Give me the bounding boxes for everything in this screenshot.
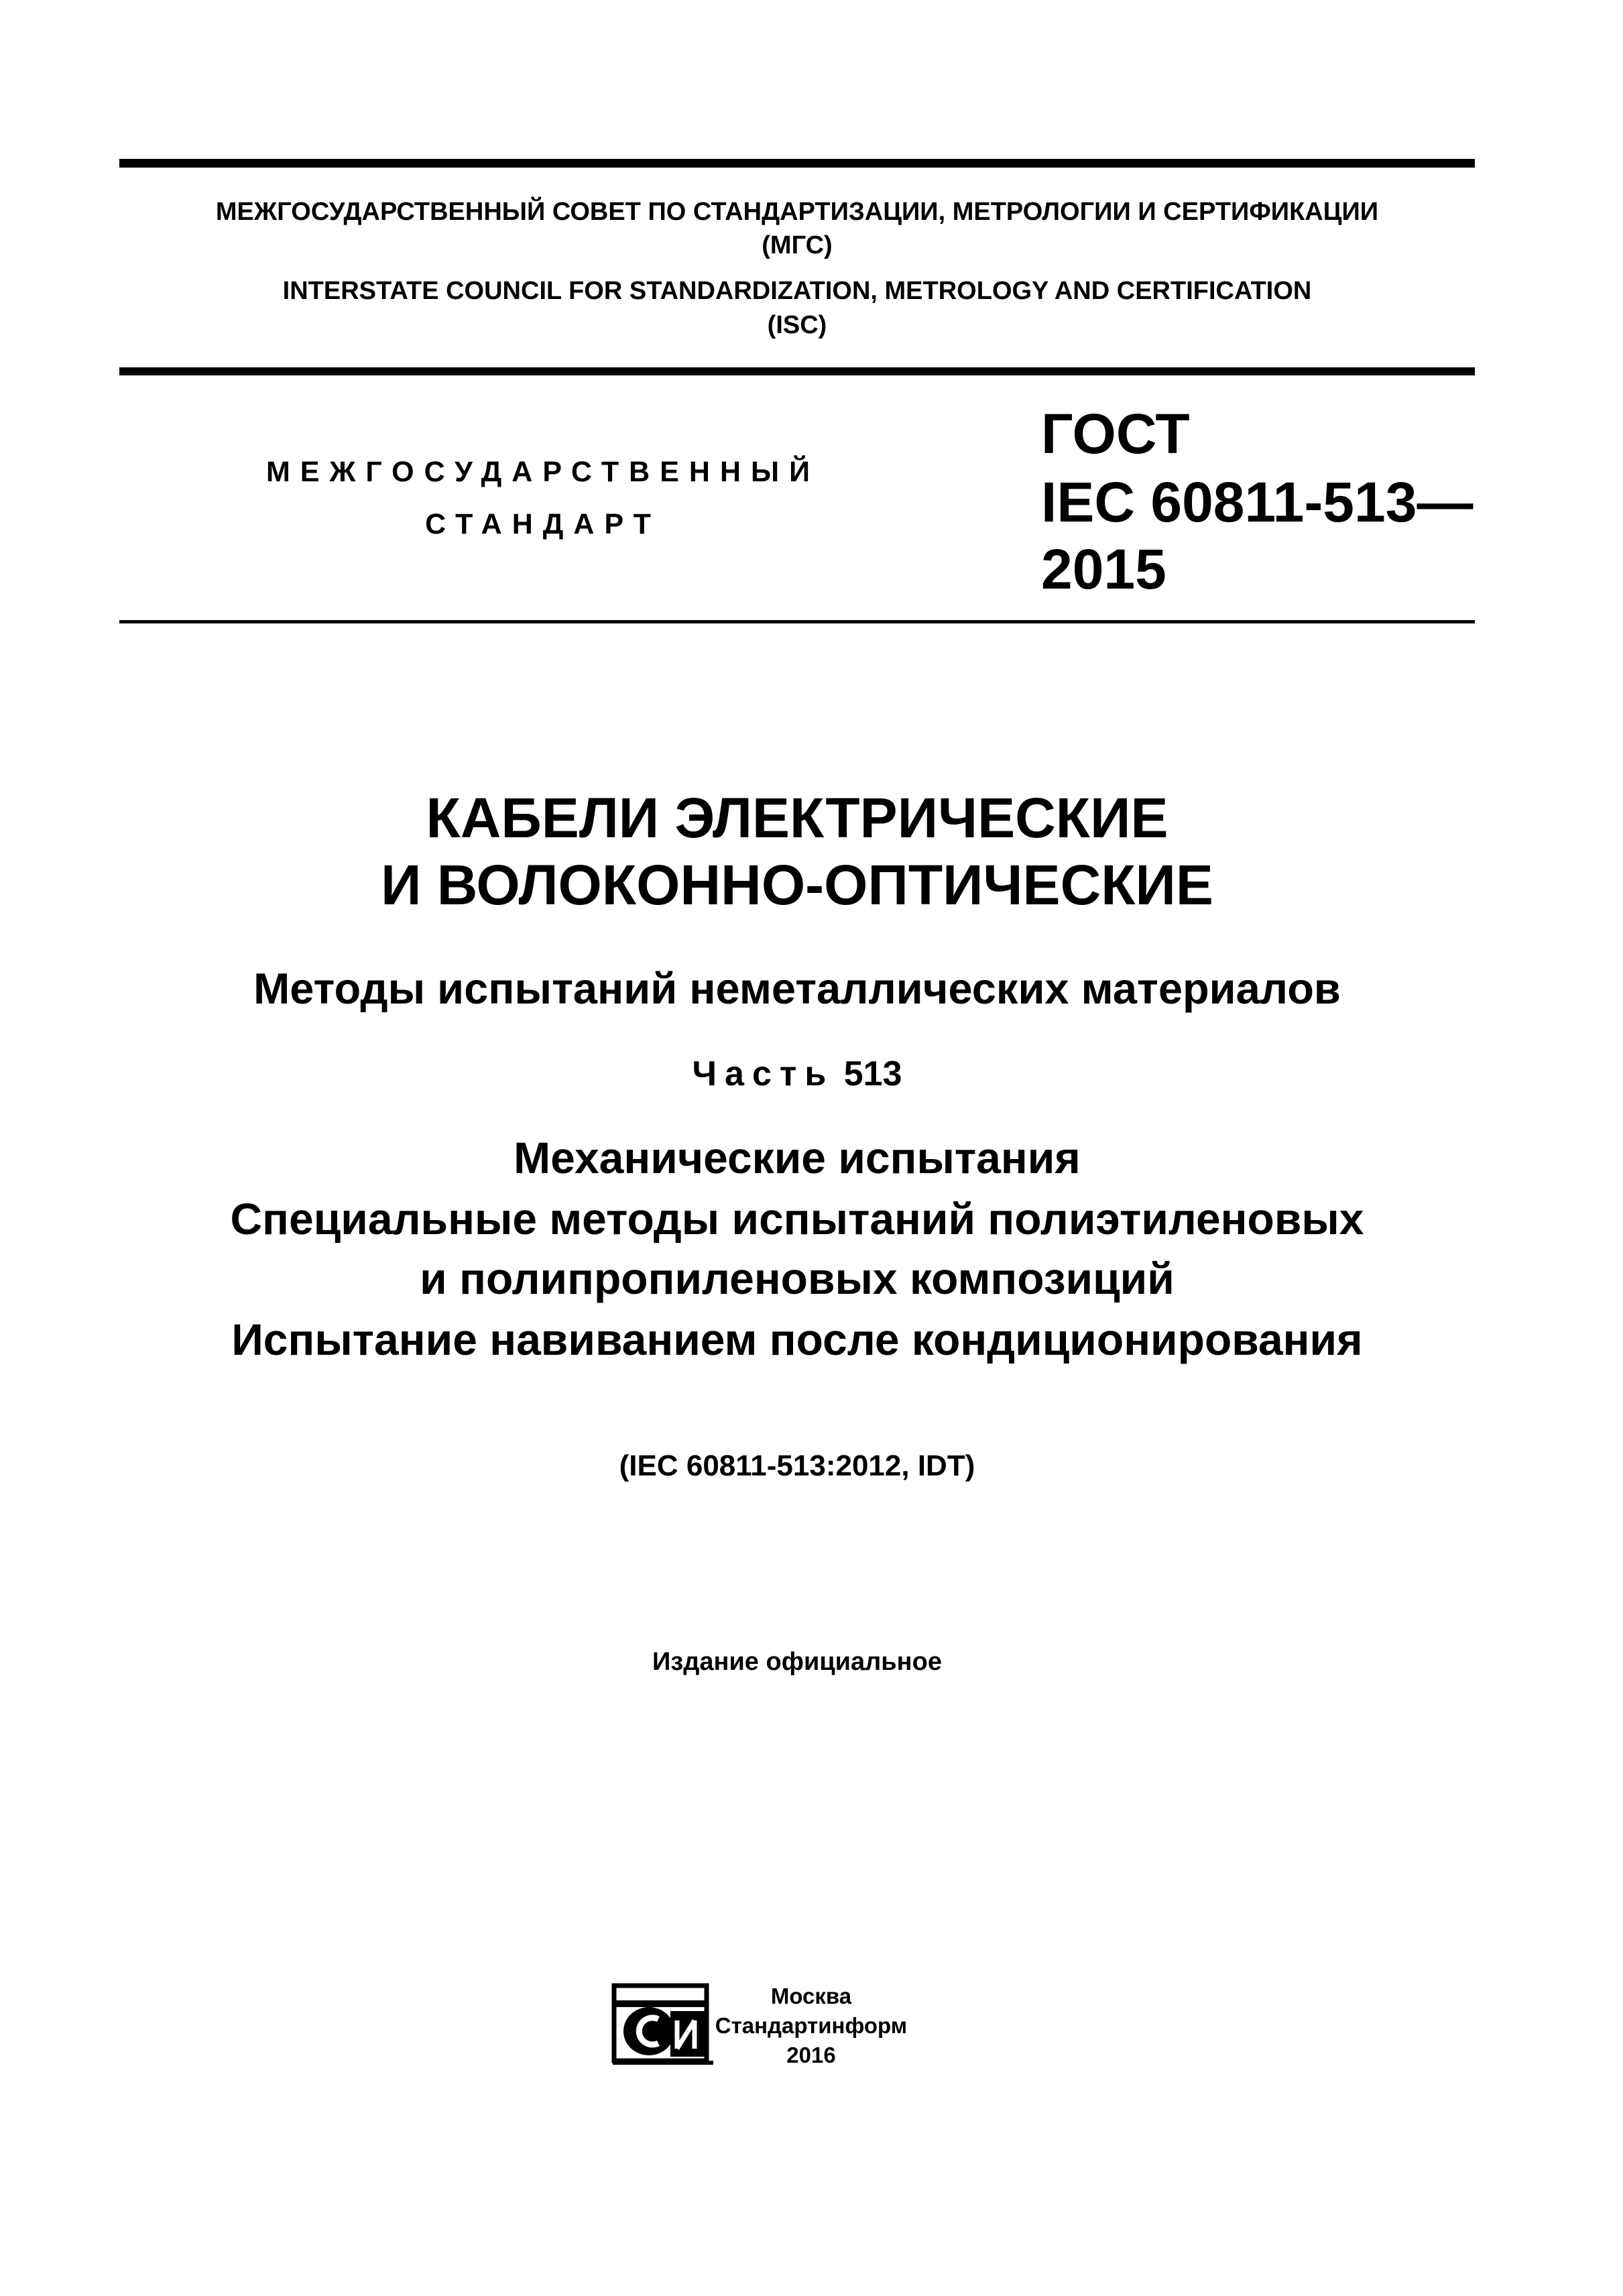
title-methods: Методы испытаний неметаллических материалов — [253, 964, 1341, 1013]
council-en: INTERSTATE COUNCIL FOR STANDARDIZATION, METROLOGY AND CERTIFICATION — [282, 277, 1312, 305]
publisher-city: Москва — [770, 1984, 852, 2008]
council-en-abbr: (ISC) — [767, 311, 827, 339]
council-ru-abbr: (МГС) — [762, 231, 833, 259]
council-ru: МЕЖГОСУДАРСТВЕННЫЙ СОВЕТ ПО СТАНДАРТИЗАЦИИ, МЕТРОЛОГИИ И СЕРТИФИКАЦИИ — [215, 198, 1379, 226]
top-rule — [119, 159, 1475, 168]
title-main-line1: КАБЕЛИ ЭЛЕКТРИЧЕСКИЕ — [426, 786, 1168, 849]
standard-kind-line1: МЕЖГОСУДАРСТВЕННЫЙ — [265, 456, 821, 488]
designation-rule — [119, 620, 1475, 623]
part-number: 513 — [843, 1054, 902, 1093]
publisher-year: 2016 — [786, 2043, 836, 2067]
edition-note: Издание официальное — [652, 1648, 942, 1676]
publisher-name: Стандартинформ — [715, 2013, 908, 2038]
standard-kind-line2: СТАНДАРТ — [425, 508, 661, 540]
title-main-line2: И ВОЛОКОННО-ОПТИЧЕСКИЕ — [381, 853, 1213, 916]
subtitle-line1: Механические испытания — [514, 1133, 1081, 1183]
header-rule — [119, 367, 1475, 375]
designation-line1: ГОСТ — [1041, 402, 1190, 465]
part-word: Часть — [692, 1054, 835, 1093]
reference: (IEC 60811-513:2012, IDT) — [619, 1449, 975, 1482]
title-part — [119, 1054, 1475, 1094]
subtitle-line3: и полипропиленовых композиций — [420, 1254, 1175, 1303]
designation-line3: 2015 — [1041, 538, 1166, 601]
designation-line2: IEC 60811-513— — [1041, 471, 1474, 534]
subtitle-line4: Испытание навиванием после кондиционирования — [231, 1315, 1363, 1364]
subtitle-line2: Специальные методы испытаний полиэтиленовых — [230, 1194, 1364, 1244]
